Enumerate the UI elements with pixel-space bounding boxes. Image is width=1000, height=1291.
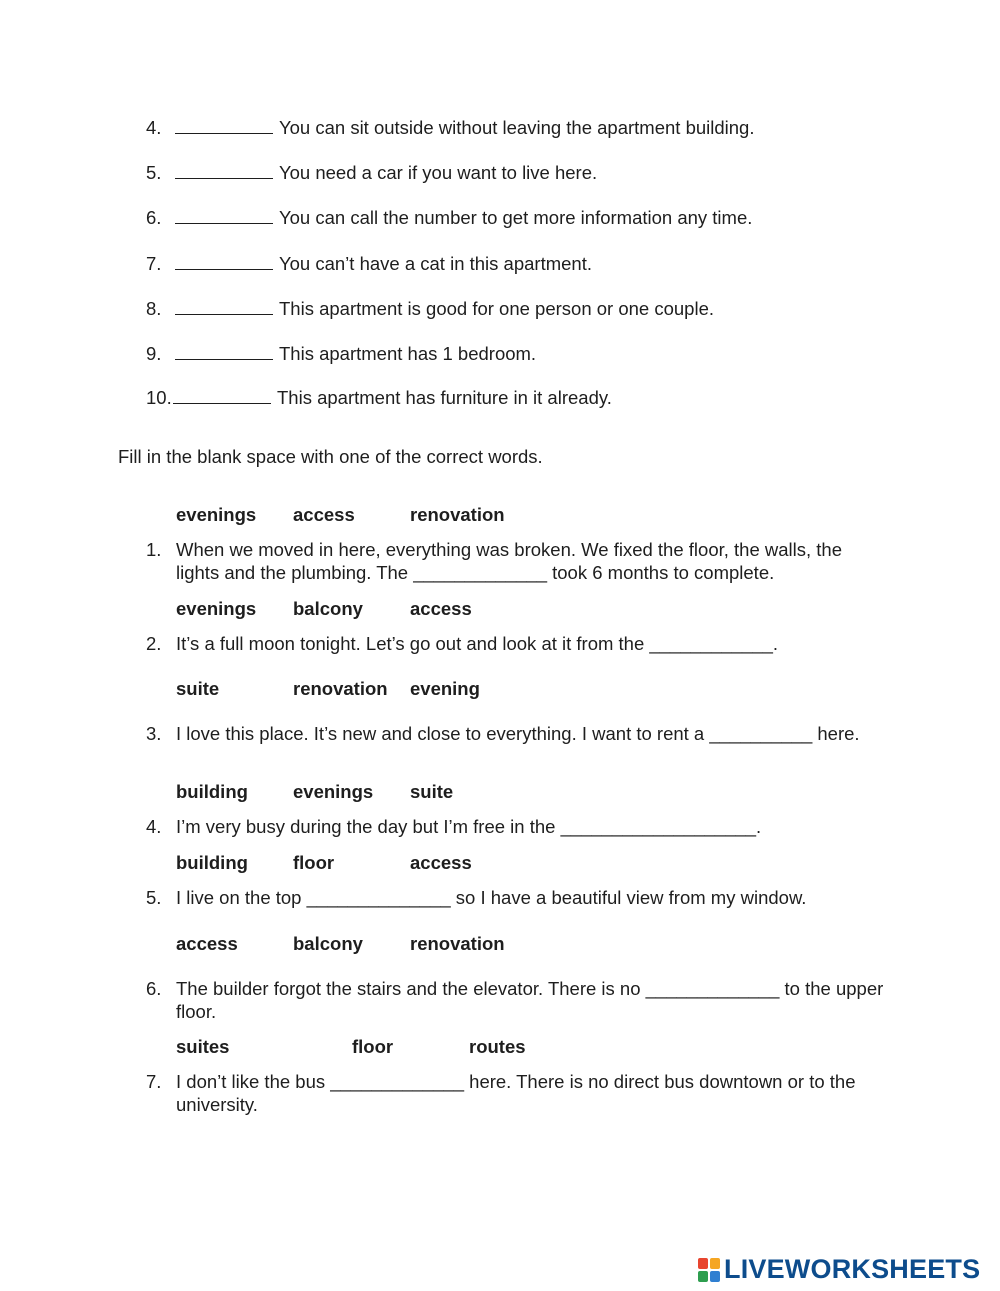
tf-number: 10.	[146, 387, 172, 408]
word-bank-word: renovation	[293, 678, 388, 699]
word-bank-word: suites	[176, 1036, 230, 1057]
question-1	[146, 538, 886, 584]
tf-number: 6.	[146, 207, 162, 228]
word-bank-word: balcony	[293, 598, 363, 619]
answer-blank[interactable]	[175, 207, 273, 224]
question-text[interactable]: I’m very busy during the day but I’m free in the ___________________.	[176, 816, 762, 837]
word-bank-word: access	[410, 852, 472, 873]
question-7	[146, 1070, 886, 1116]
word-bank-word: floor	[293, 852, 335, 873]
question-text[interactable]: The builder forgot the stairs and the elevator. There is no _____________ to the upper floor.	[176, 978, 884, 1022]
word-bank	[176, 781, 453, 803]
tf-statement: You can’t have a cat in this apartment.	[279, 253, 592, 274]
word-bank-word: suite	[176, 678, 220, 699]
tf-number: 5.	[146, 162, 162, 183]
question-number: 5.	[146, 887, 162, 908]
word-bank-word: balcony	[293, 933, 363, 954]
word-bank-word: building	[176, 781, 248, 802]
word-bank-word: renovation	[410, 504, 505, 525]
tf-statement: This apartment has furniture in it already.	[277, 387, 612, 408]
question-number: 2.	[146, 633, 162, 654]
answer-blank[interactable]	[175, 253, 273, 270]
answer-blank[interactable]	[175, 117, 273, 134]
word-bank	[176, 1036, 526, 1058]
question-number: 1.	[146, 539, 162, 560]
tf-item-7	[146, 253, 592, 275]
tf-statement: This apartment is good for one person or one couple.	[279, 298, 715, 319]
question-text[interactable]: I live on the top ______________ so I have a beautiful view from my window.	[176, 887, 807, 908]
liveworksheets-logo	[698, 1254, 980, 1285]
tf-number: 9.	[146, 343, 162, 364]
word-bank-word: renovation	[410, 933, 505, 954]
question-text[interactable]: I love this place. It’s new and close to everything. I want to rent a __________ here.	[176, 723, 860, 744]
instructions: Fill in the blank space with one of the correct words.	[118, 446, 543, 467]
tf-item-8	[146, 298, 714, 320]
tf-number: 4.	[146, 117, 162, 138]
word-bank	[176, 852, 472, 874]
logo-block	[698, 1271, 708, 1282]
word-bank-word: access	[293, 504, 355, 525]
logo-block	[710, 1271, 720, 1282]
word-bank	[176, 678, 480, 700]
question-4	[146, 815, 886, 838]
tf-statement: You can sit outside without leaving the apartment building.	[279, 117, 755, 138]
answer-blank[interactable]	[175, 162, 273, 179]
question-number: 4.	[146, 816, 162, 837]
answer-blank[interactable]	[175, 298, 273, 315]
question-text[interactable]: I don’t like the bus _____________ here. There is no direct bus downtown or to the university.	[176, 1071, 856, 1115]
tf-item-5	[146, 162, 597, 184]
word-bank	[176, 598, 472, 620]
tf-number: 8.	[146, 298, 162, 319]
tf-item-9	[146, 343, 536, 365]
question-number: 6.	[146, 978, 162, 999]
logo-block	[698, 1258, 708, 1269]
word-bank-word: floor	[352, 1036, 394, 1057]
question-3	[146, 722, 886, 745]
word-bank	[176, 504, 505, 526]
answer-blank[interactable]	[175, 343, 273, 360]
tf-statement: You can call the number to get more information any time.	[279, 207, 753, 228]
question-6	[146, 977, 886, 1023]
logo-blocks-icon	[698, 1258, 720, 1282]
tf-item-10	[146, 387, 612, 409]
word-bank-word: evenings	[176, 504, 257, 525]
question-5	[146, 886, 886, 909]
word-bank-word: routes	[469, 1036, 526, 1057]
question-2	[146, 632, 886, 655]
tf-item-6	[146, 207, 752, 229]
logo-text: LIVEWORKSHEETS	[724, 1254, 981, 1284]
tf-item-4	[146, 117, 755, 139]
word-bank-word: building	[176, 852, 248, 873]
word-bank-word: access	[410, 598, 472, 619]
word-bank	[176, 933, 505, 955]
word-bank-word: evenings	[293, 781, 374, 802]
word-bank-word: suite	[410, 781, 454, 802]
tf-statement: This apartment has 1 bedroom.	[279, 343, 537, 364]
answer-blank[interactable]	[173, 387, 271, 404]
word-bank-word: evening	[410, 678, 480, 699]
word-bank-word: evenings	[176, 598, 257, 619]
logo-block	[710, 1258, 720, 1269]
question-text[interactable]: When we moved in here, everything was broken. We fixed the floor, the walls, the lights and the plumbing. The _____________ took 6 months to complete.	[176, 539, 842, 583]
question-number: 3.	[146, 723, 162, 744]
tf-statement: You need a car if you want to live here.	[279, 162, 598, 183]
question-number: 7.	[146, 1071, 162, 1092]
question-text[interactable]: It’s a full moon tonight. Let’s go out and look at it from the ____________.	[176, 633, 779, 654]
word-bank-word: access	[176, 933, 238, 954]
tf-number: 7.	[146, 253, 162, 274]
